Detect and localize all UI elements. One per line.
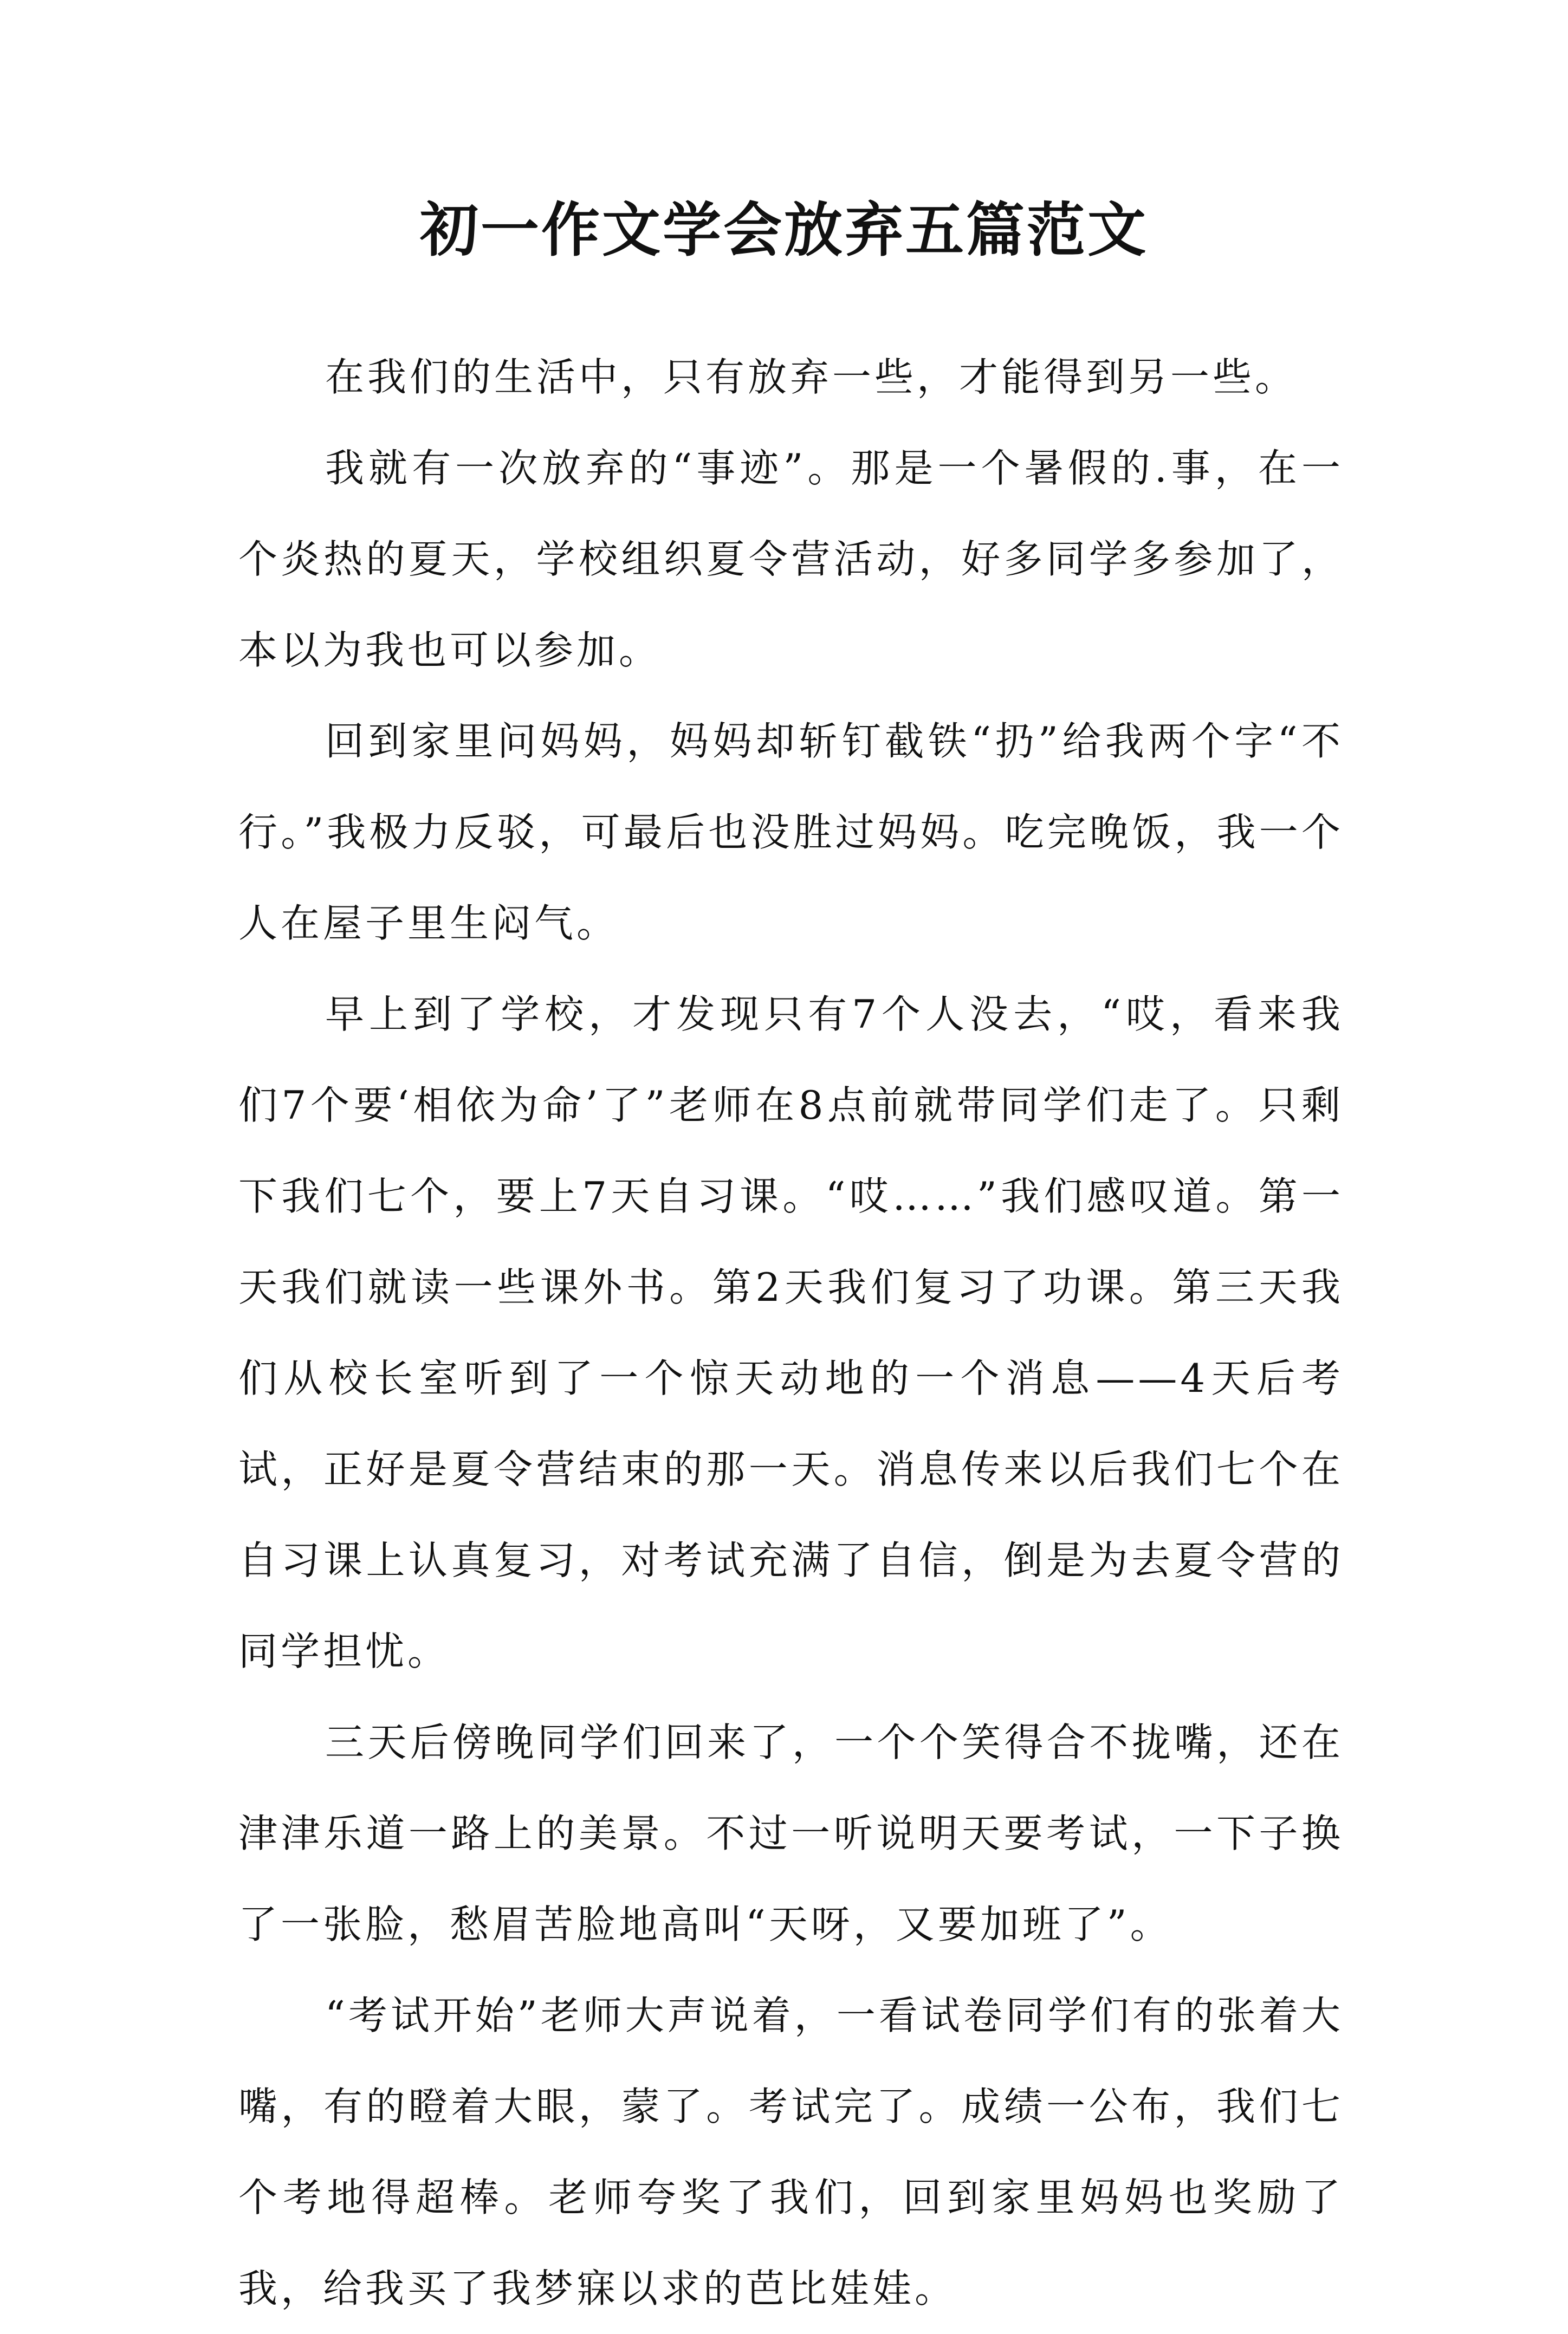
paragraph: 早上到了学校，才发现只有7个人没去，“哎，看来我们7个要‘相依为命’了”老师在8点前就带同学们走了。只剩下我们七个，要上7天自习课。“哎……”我们感叹道。第一天我们就读一些课外书。第2天我们复习了功课。第三天我们从校长室听到了一个惊天动地的一个消息——4天后考试，正好是夏令营结束的那一天。消息传来以后我们七个在自习课上认真复习，对考试充满了自信，倒是为去夏令营的同学担忧。 [238,991,1344,1674]
paragraph: 我就有一次放弃的“事迹”。那是一个暑假的.事，在一个炎热的夏天，学校组织夏令营活动，好多同学多参加了，本以为我也可以参加。 [238,445,1344,673]
paragraph: “考试开始”老师大声说着，一看试卷同学们有的张着大嘴，有的瞪着大眼，蒙了。考试完了。成绩一公布，我们七个考地得超棒。老师夸奖了我们，回到家里妈妈也奖励了我，给我买了我梦寐以求的芭比娃娃。 [238,1993,1344,2311]
paragraph: 三天后傍晚同学们回来了，一个个笑得合不拢嘴，还在津津乐道一路上的美景。不过一听说明天要考试，一下子换了一张脸，愁眉苦脸地高叫“天呀，又要加班了”。 [238,1720,1344,1947]
document-title: 初一作文学会放弃五篇范文 [419,196,1148,264]
document-body [238,332,1344,2334]
paragraph: 在我们的生活中，只有放弃一些，才能得到另一些。 [325,354,1298,400]
paragraph: 回到家里问妈妈，妈妈却斩钉截铁“扔”给我两个字“不行。”我极力反驳，可最后也没胜过妈妈。吃完晚饭，我一个人在屋子里生闷气。 [238,718,1344,946]
